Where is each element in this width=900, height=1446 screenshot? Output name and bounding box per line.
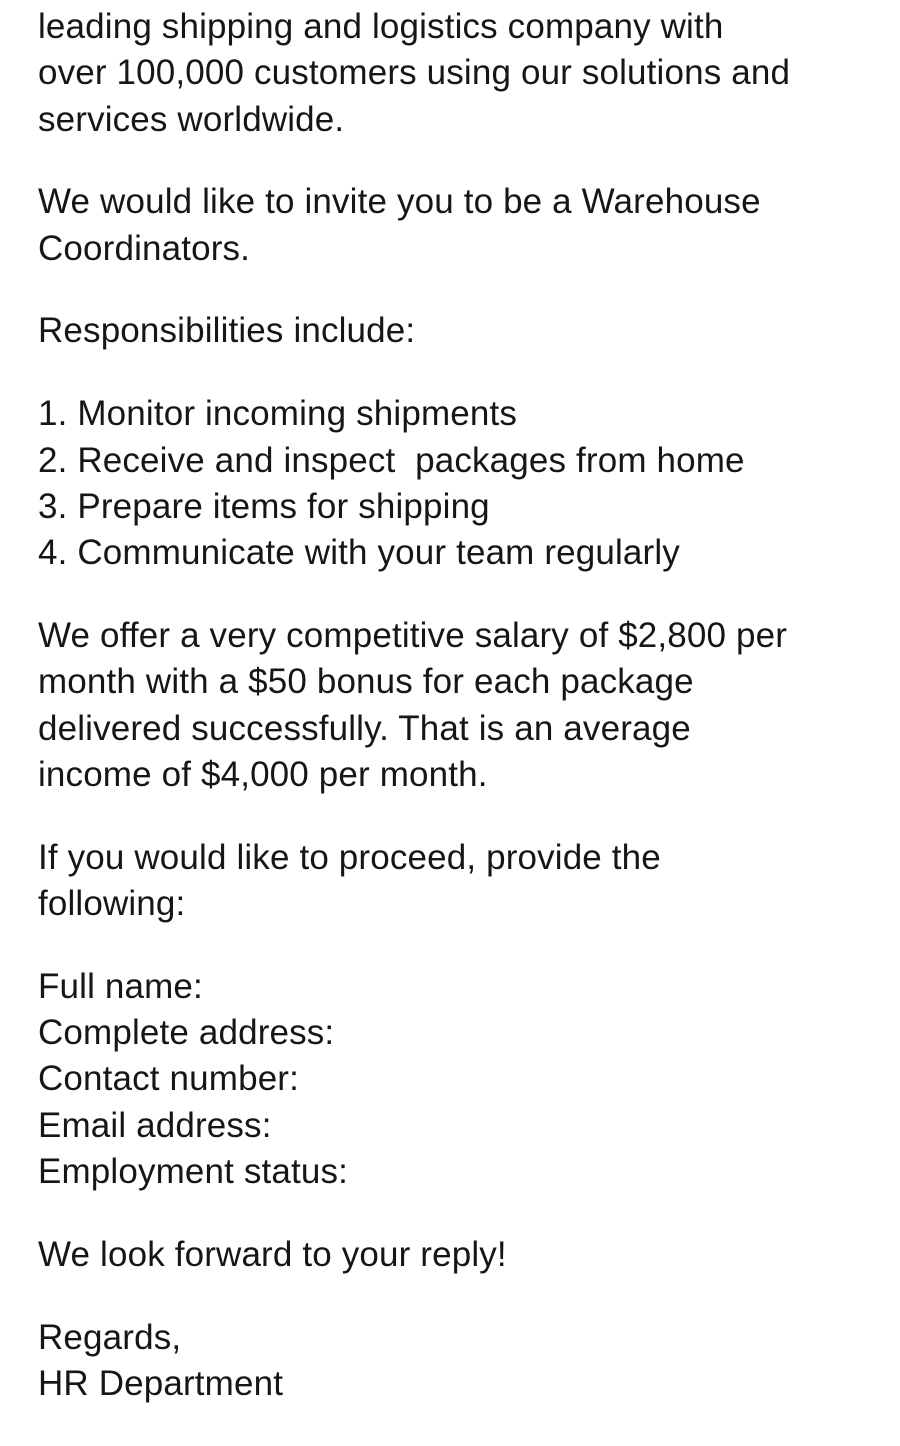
- intro-line: leading shipping and logistics company with: [38, 7, 724, 46]
- offer-line: month with a $50 bonus for each package: [38, 662, 694, 702]
- form-field-label: Email address:: [38, 1105, 272, 1145]
- email-body: [38, 4, 878, 1407]
- signoff: Regards,: [38, 1317, 182, 1357]
- list-item: 3. Prepare items for shipping: [38, 486, 490, 526]
- intro-line: services worldwide.: [38, 99, 345, 139]
- list-item: 4. Communicate with your team regularly: [38, 533, 680, 573]
- invitation-paragraph: [38, 179, 878, 272]
- form-field-label: Employment status:: [38, 1151, 349, 1191]
- list-item: 2. Receive and inspect packages from home: [38, 440, 745, 480]
- proceed-line: following:: [38, 883, 186, 923]
- signature: HR Department: [38, 1363, 284, 1403]
- offer-line: delivered successfully. That is an average: [38, 708, 691, 748]
- form-field-label: Contact number:: [38, 1059, 299, 1099]
- form-field-label: Full name:: [38, 966, 203, 1006]
- proceed-paragraph: [38, 835, 878, 928]
- responsibilities-heading: Responsibilities include:: [38, 311, 416, 351]
- closing-line: We look forward to your reply!: [38, 1234, 507, 1274]
- offer-line: income of $4,000 per month.: [38, 754, 488, 794]
- list-item: 1. Monitor incoming shipments: [38, 394, 518, 434]
- signature-block: [38, 1315, 878, 1408]
- intro-paragraph: [38, 4, 878, 143]
- offer-paragraph: [38, 613, 878, 798]
- invitation-line: We would like to invite you to be a Warehouse: [38, 182, 761, 222]
- form-field-label: Complete address:: [38, 1013, 335, 1053]
- proceed-line: If you would like to proceed, provide the: [38, 837, 661, 877]
- responsibilities-list: [38, 391, 878, 576]
- responsibilities-heading-paragraph: [38, 308, 878, 354]
- closing-paragraph: [38, 1232, 878, 1278]
- offer-line: We offer a very competitive salary of $2,800 per: [38, 615, 788, 655]
- invitation-line: Coordinators.: [38, 228, 251, 268]
- form-fields-list: [38, 964, 878, 1195]
- intro-line: over 100,000 customers using our solutions and: [38, 53, 791, 93]
